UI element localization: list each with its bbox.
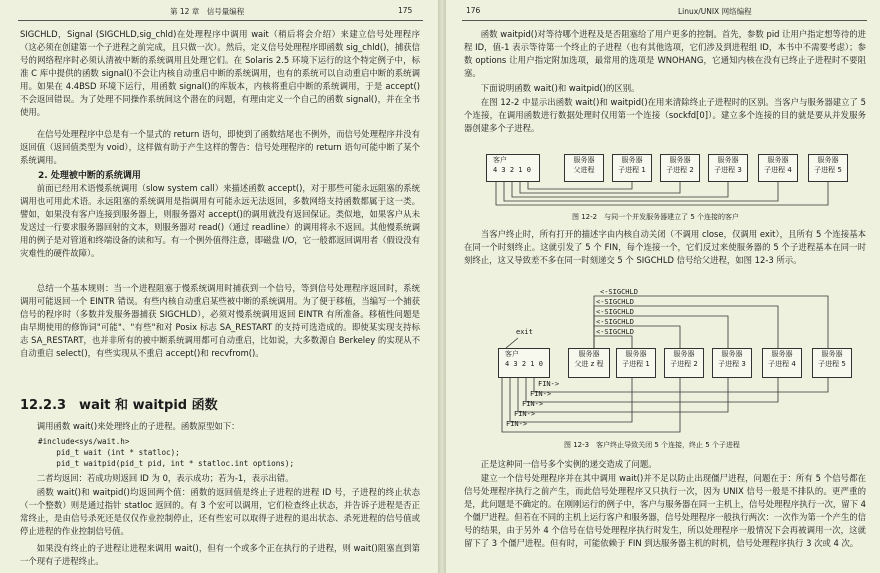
fig2-box-title: 服务器 [625,350,647,358]
fig2-client-fds: 4 3 2 1 0 [505,360,543,368]
book-gutter [438,0,446,573]
left-paragraph-4: 总结一个基本规则：当一个进程阻塞于慢系统调用时捕获到一个信号，等到信号处理程序返回时，系统调用可能返回一个 EINTR 错误。有些内核自动重启某些被中断的系统调用。为了便于移植，当编写一个捕获信号的程序时（多数并发服务器捕获 SIGCHLD），必须对慢系统调用返回 EINTR 有所准备。移植性问题是由早期使用的修饰词"可能"、"有些"和对 Posix 标志 SA_RESTART 的支持可选造成的。即使某实现支持标志 SA_RESTART，也并非所有的被中断系统调用都可自动重启，比如说，大多数源自 Berkeley 的实现从不自动重启 select()，有些实现从不重启 accept()和 recvfrom()。 [20,283,420,358]
fig2-fin-label: FIN-> [530,390,552,398]
fig2-server-child-1-box [616,348,656,378]
fig1-box-title: 服务器 [573,156,595,164]
fig1-box-title: 服务器 [817,156,839,164]
left-paragraph-5: 调用函数 wait()来处理终止的子进程。函数原型如下： [36,421,240,431]
right-paragraph-3: 在图 12-2 中显示出函数 wait()和 waitpid()在用来清除终止子进程时的区别。当客户与服务器建立了 5 个连接，在调用函数进行数据处理时仅用第一个连接（sockfd[0]）。建立多个连接的目的就是要从并发服务器创建多个子进程。 [464,97,866,133]
fig2-box-role: 子进程 4 [768,360,796,368]
fig1-box-role: 父进程 [573,166,595,174]
fig2-box-title: 服务器 [821,350,843,358]
left-paragraph-7: 函数 wait()和 waitpid()均返回两个值：函数的返回值是终止子进程的进程 ID 号，子进程的终止状态（一个整数）则是通过指针 statloc 返回的。有 3 个宏可以调用，它们检查终止状态，并告诉子进程是否正常终止，是由信号杀死还是仅仅作业控制停止，还有些宏可以取得子进程的退出状态、杀死进程的信号值或停止进程的作业控制信号值。 [20,487,420,536]
fig2-sigchld-label: <-SIGCHLD [600,288,638,296]
fig2-box-role: 父进 z 程 [574,360,604,368]
left-paragraph-3: 前面已经用术语慢系统调用（slow system call）来描述函数 accept()，对于那些可能永远阻塞的系统调用也可用此术语。永远阻塞的系统调用是指调用有可能永远无法返回，多数网络支持函数都属于这一类。譬如，如果没有客户连接到服务器上，则服务器对 accept()的调用就没有返回保证。类似地，如果客户从未发送过一行要求服务器回射的文本，则服务器对 read()（通过 readline）的调用将永不返回。其他慢系统调用的例子是对管道和终端设备的读和写。有一个例外值得注意，即磁盘 I/O，它一般都返回调用者（假设没有灾难性的硬件故障）。 [20,183,420,258]
fig1-box-title: 服务器 [767,156,789,164]
fig2-signal-lines [446,0,880,460]
fig2-box-role: 子进程 2 [670,360,698,368]
fig1-box-role: 子进程 3 [714,166,742,174]
fig1-box-role: 子进程 1 [618,166,646,174]
right-page-header: Linux/UNIX 网络编程 [678,7,752,16]
fig1-caption: 图 12-2 与同一个并发服务器建立了 5 个连接的客户 [572,213,740,221]
left-header-rule [18,20,423,21]
right-page [446,0,880,573]
fig2-box-role: 子进程 5 [818,360,846,368]
right-page-number: 176 [466,6,481,15]
left-page [0,0,438,573]
fig2-server-parent-box [568,348,610,378]
left-subsection-heading: 2. 处理被中断的系统调用 [38,171,141,181]
right-paragraph-2: 下面说明函数 wait()和 waitpid()的区别。 [480,83,640,93]
left-paragraph-8: 如果没有终止的子进程让进程来调用 wait()，但有一个或多个正在执行的子进程，则 wait()阻塞直到第一个现有子进程终止。 [20,543,420,566]
left-page-header: 第 12 章 信号量编程 [170,7,245,16]
fig2-fin-label: FIN-> [522,400,544,408]
fig1-client-fds: 4 3 2 1 0 [493,166,531,174]
fig2-box-title: 服务器 [673,350,695,358]
code-line: pid_t wait (int * statloc); [38,448,180,457]
fig2-box-role: 子进程 1 [622,360,650,368]
fig1-box-title: 服务器 [621,156,643,164]
fig2-server-child-3-box [712,348,752,378]
left-paragraph-2: 在信号处理程序中总是有一个显式的 return 语句，即使到了函数结尾也不例外，而信号处理程序并没有返回值（返回值类型为 void），这样做有助于产生这样的警告：信号处理程序的 return 语句可能中断了某个系统调用。 [20,129,420,165]
code-line: #include<sys/wait.h> [38,437,130,446]
right-paragraph-4: 当客户终止时，所有打开的描述字由内核自动关闭（不调用 close，仅调用 exit），且所有 5 个连接基本在同一个时刻终止。这就引发了 5 个 FIN，每个连接一个，它们反过来使服务器的 5 个子进程基本在同一时刻终止，这又导致差不多在同一时刻递交 5 个 SIGCHLD 信号给父进程，如图 12-3 所示。 [464,229,866,265]
fig2-box-role: 子进程 3 [718,360,746,368]
code-block [38,436,294,469]
fig2-server-child-5-box [812,348,852,378]
fig2-fin-label: FIN-> [514,410,536,418]
section-title: 12.2.3 wait 和 waitpid 函数 [20,398,218,413]
fig2-server-child-2-box [664,348,704,378]
fig2-client-box [498,348,550,378]
fig2-server-child-4-box [762,348,802,378]
fig1-box-title: 服务器 [669,156,691,164]
left-page-number: 175 [398,6,413,15]
fig2-sigchld-label: <-SIGCHLD [596,318,634,326]
fig2-box-title: 服务器 [771,350,793,358]
right-paragraph-1: 函数 waitpid()对等待哪个进程及是否阻塞给了用户更多的控制。首先，参数 pid 让用户指定想等待的进程 ID，值-1 表示等待第一个终止的子进程（也有其他选项，它们涉及到进程组 ID，本书中不需要考虑）；参数 options 让用户指定附加选项，最常用的选项是 WNOHANG，它通知内核在没有已终止子进程时不要阻塞。 [464,29,866,78]
fig2-client-label: 客户 [505,350,519,358]
right-paragraph-5: 正是这种同一信号多个实例的递交造成了问题。 [480,459,657,469]
fig2-caption: 图 12-3 客户终止导致关闭 5 个连接，终止 5 个子进程 [564,441,740,449]
fig1-box-role: 子进程 4 [764,166,792,174]
fig1-box-role: 子进程 5 [814,166,842,174]
fig1-client-label: 客户 [493,156,507,164]
fig2-box-title: 服务器 [721,350,743,358]
left-paragraph-1: SIGCHLD，Signal (SIGCHLD,sig_chld)在处理程序中调用 wait（稍后将会介绍）来建立信号处理程序（这必须在创建第一个子进程之前完成，且只做一次）。然后，定义信号处理程序即函数 sig_chld()，捕获信号的网络程序时必须认清被中断的系统调用且处理它们。在 Solaris 2.5 环境下运行的这个特定例子中，标准 C 库中提供的函数 signal()不会让内核自动重启中断的系统调用，也有的系统可以自动重启中断的系统调用。如果在 4.4BSD 环境下运行，用函数 signal()的库版本，内核将重启中断的系统调用，于是 accept()不会返回错误。为了处理不同操作系统间这个潜在的问题，有理由定义一个自己的函数 signal()，并在全书使用。 [20,29,420,117]
fig2-sigchld-label: <-SIGCHLD [596,298,634,306]
fig2-sigchld-label: <-SIGCHLD [596,328,634,336]
fig2-fin-label: FIN-> [506,420,528,428]
left-paragraph-6: 二者均返回：若成功则返回 ID 为 0，表示成功；若为-1，表示出错。 [36,473,294,483]
code-line: pid_t waitpid(pid_t pid, int * statloc.int options); [38,459,295,468]
fig1-box-role: 子进程 2 [666,166,694,174]
fig2-box-title: 服务器 [578,350,600,358]
right-paragraph-6: 建立一个信号处理程序并在其中调用 wait()并不足以防止出现僵尸进程，问题在于：所有 5 个信号都在信号处理程序执行之前产生，而此信号处理程序又只执行一次，因为 UNIX 信号一般是不排队的。更严重的是，此问题是不确定的。在刚刚运行的例子中，客户与服务器在同一主机上，信号处理程序执行一次，留下 4 个僵尸进程。但若在不同的主机上运行客户和服务器，信号处理程序一般执行两次：一次作为第一个产生的信号的结果，由于另外 4 个信号在信号处理程序执行时发生，所以处理程序一般情况下会再被调用一次，这就留下了 3 个僵尸进程。但有时，可能依赖于 FIN 到达服务器主机的时机，信号处理程序执行 3 次或 4 次。 [464,473,866,548]
fig2-fin-label: FIN-> [538,380,560,388]
fig2-sigchld-label: <-SIGCHLD [596,308,634,316]
fig1-box-title: 服务器 [717,156,739,164]
fig2-exit-label: exit [516,328,533,336]
